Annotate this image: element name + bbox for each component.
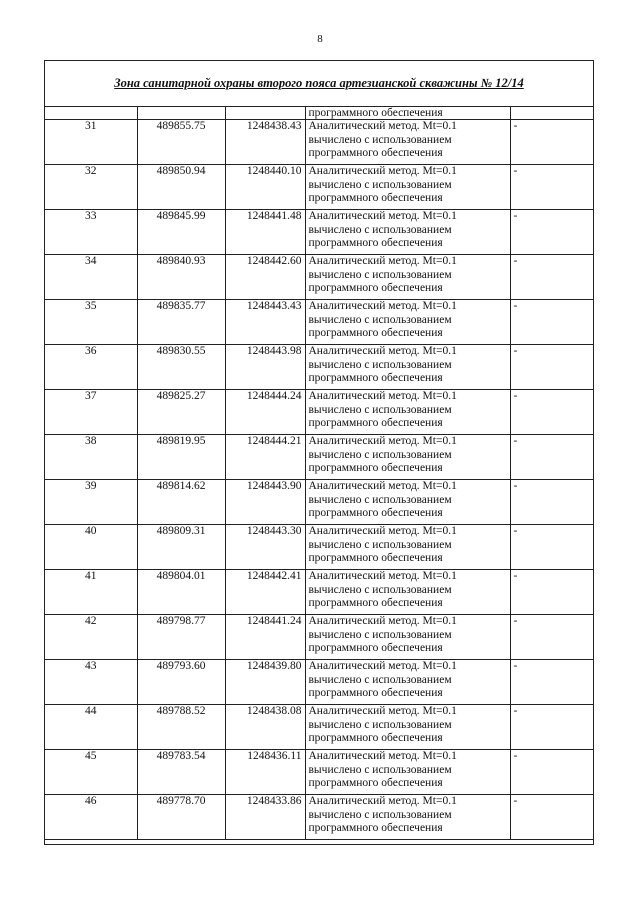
- table-row: [45, 345, 593, 390]
- method-line: программного обеспечения: [308, 597, 443, 609]
- method-line: программного обеспечения: [308, 822, 443, 834]
- method-line: программного обеспечения: [308, 147, 443, 159]
- method-line: программного обеспечения: [308, 372, 443, 384]
- method-line: программного обеспечения: [308, 687, 443, 699]
- error-cell: -: [510, 525, 593, 570]
- table-row: [45, 300, 593, 345]
- x-coordinate-cell: 489788.52: [137, 705, 225, 750]
- y-coordinate-cell: 1248440.10: [225, 165, 305, 210]
- method-line: Аналитический метод. Mt=0.1: [308, 570, 457, 582]
- method-line: Аналитический метод. Mt=0.1: [308, 210, 457, 222]
- error-cell: -: [510, 165, 593, 210]
- method-line: Аналитический метод. Mt=0.1: [308, 390, 457, 402]
- coordinates-table-body: [45, 107, 593, 840]
- y-coordinate-cell: 1248443.43: [225, 300, 305, 345]
- page-number: 8: [317, 33, 323, 45]
- continuation-cell-error: [510, 107, 593, 120]
- error-cell: -: [510, 480, 593, 525]
- point-number-cell: 45: [45, 750, 137, 795]
- method-line: Аналитический метод. Mt=0.1: [308, 480, 457, 492]
- method-line: вычислено с использованием: [308, 313, 452, 326]
- method-line: Аналитический метод. Mt=0.1: [308, 705, 457, 717]
- title-row: [45, 61, 593, 107]
- method-line: вычислено с использованием: [308, 223, 452, 236]
- method-line: программного обеспечения: [308, 327, 443, 339]
- point-number-cell: 46: [45, 795, 137, 840]
- method-line: Аналитический метод. Mt=0.1: [308, 435, 457, 447]
- method-line: программного обеспечения: [308, 777, 443, 789]
- point-number-cell: 41: [45, 570, 137, 615]
- method-cell: [305, 165, 510, 210]
- error-cell: -: [510, 660, 593, 705]
- method-cell: [305, 480, 510, 525]
- method-line: Аналитический метод. Mt=0.1: [308, 165, 457, 177]
- table-row: [45, 615, 593, 660]
- y-coordinate-cell: 1248444.21: [225, 435, 305, 480]
- table-row: [45, 570, 593, 615]
- method-line: Аналитический метод. Mt=0.1: [308, 525, 457, 537]
- continuation-cell-x: [137, 107, 225, 120]
- x-coordinate-cell: 489783.54: [137, 750, 225, 795]
- table-row: [45, 525, 593, 570]
- method-cell: [305, 435, 510, 480]
- method-cell: [305, 390, 510, 435]
- coordinates-table-frame: [44, 60, 594, 845]
- table-row: [45, 435, 593, 480]
- method-line: вычислено с использованием: [308, 538, 452, 551]
- method-line: вычислено с использованием: [308, 718, 452, 731]
- error-cell: -: [510, 750, 593, 795]
- continuation-row: [45, 107, 593, 120]
- point-number-cell: 40: [45, 525, 137, 570]
- method-cell: [305, 210, 510, 255]
- point-number-cell: 42: [45, 615, 137, 660]
- method-line: вычислено с использованием: [308, 133, 452, 146]
- y-coordinate-cell: 1248443.90: [225, 480, 305, 525]
- continuation-cell-number: [45, 107, 137, 120]
- method-line: Аналитический метод. Mt=0.1: [308, 615, 457, 627]
- method-line: вычислено с использованием: [308, 583, 452, 596]
- point-number-cell: 33: [45, 210, 137, 255]
- point-number-cell: 38: [45, 435, 137, 480]
- method-line: вычислено с использованием: [308, 403, 452, 416]
- method-line: программного обеспечения: [308, 462, 443, 474]
- method-cell: [305, 705, 510, 750]
- y-coordinate-cell: 1248439.80: [225, 660, 305, 705]
- error-cell: -: [510, 570, 593, 615]
- method-line: вычислено с использованием: [308, 358, 452, 371]
- point-number-cell: 39: [45, 480, 137, 525]
- method-line: Аналитический метод. Mt=0.1: [308, 660, 457, 672]
- y-coordinate-cell: 1248438.08: [225, 705, 305, 750]
- y-coordinate-cell: 1248442.60: [225, 255, 305, 300]
- error-cell: -: [510, 435, 593, 480]
- table-row: [45, 480, 593, 525]
- method-line: вычислено с использованием: [308, 673, 452, 686]
- x-coordinate-cell: 489819.95: [137, 435, 225, 480]
- x-coordinate-cell: 489825.27: [137, 390, 225, 435]
- point-number-cell: 37: [45, 390, 137, 435]
- y-coordinate-cell: 1248443.98: [225, 345, 305, 390]
- method-line: вычислено с использованием: [308, 493, 452, 506]
- method-cell: [305, 750, 510, 795]
- table-row: [45, 660, 593, 705]
- table-row: [45, 795, 593, 840]
- method-line: программного обеспечения: [308, 417, 443, 429]
- method-line: программного обеспечения: [308, 282, 443, 294]
- error-cell: -: [510, 705, 593, 750]
- method-cell: [305, 615, 510, 660]
- y-coordinate-cell: 1248441.24: [225, 615, 305, 660]
- x-coordinate-cell: 489778.70: [137, 795, 225, 840]
- y-coordinate-cell: 1248436.11: [225, 750, 305, 795]
- point-number-cell: 43: [45, 660, 137, 705]
- table-row: [45, 120, 593, 165]
- method-cell: [305, 255, 510, 300]
- point-number-cell: 32: [45, 165, 137, 210]
- method-line: Аналитический метод. Mt=0.1: [308, 345, 457, 357]
- x-coordinate-cell: 489840.93: [137, 255, 225, 300]
- y-coordinate-cell: 1248444.24: [225, 390, 305, 435]
- method-cell: [305, 300, 510, 345]
- error-cell: -: [510, 210, 593, 255]
- method-line: программного обеспечения: [308, 237, 443, 249]
- error-cell: -: [510, 300, 593, 345]
- method-line: вычислено с использованием: [308, 268, 452, 281]
- error-cell: -: [510, 615, 593, 660]
- error-cell: -: [510, 390, 593, 435]
- x-coordinate-cell: 489809.31: [137, 525, 225, 570]
- x-coordinate-cell: 489855.75: [137, 120, 225, 165]
- point-number-cell: 35: [45, 300, 137, 345]
- method-cell: [305, 525, 510, 570]
- table-row: [45, 210, 593, 255]
- error-cell: -: [510, 795, 593, 840]
- method-line: Аналитический метод. Mt=0.1: [308, 300, 457, 312]
- x-coordinate-cell: 489793.60: [137, 660, 225, 705]
- method-line: программного обеспечения: [308, 192, 443, 204]
- continuation-cell-method: программного обеспечения: [305, 107, 510, 120]
- method-cell: [305, 660, 510, 705]
- table-row: [45, 390, 593, 435]
- method-line: Аналитический метод. Mt=0.1: [308, 750, 457, 762]
- point-number-cell: 44: [45, 705, 137, 750]
- method-line: вычислено с использованием: [308, 178, 452, 191]
- x-coordinate-cell: 489804.01: [137, 570, 225, 615]
- y-coordinate-cell: 1248443.30: [225, 525, 305, 570]
- table-title: Зона санитарной охраны второго пояса артезианской скважины № 12/14: [114, 76, 524, 90]
- x-coordinate-cell: 489814.62: [137, 480, 225, 525]
- point-number-cell: 36: [45, 345, 137, 390]
- method-line: вычислено с использованием: [308, 448, 452, 461]
- table-row: [45, 750, 593, 795]
- x-coordinate-cell: 489850.94: [137, 165, 225, 210]
- error-cell: -: [510, 120, 593, 165]
- method-line: программного обеспечения: [308, 732, 443, 744]
- method-line: Аналитический метод. Mt=0.1: [308, 795, 457, 807]
- method-cell: [305, 795, 510, 840]
- error-cell: -: [510, 345, 593, 390]
- y-coordinate-cell: 1248441.48: [225, 210, 305, 255]
- point-number-cell: 31: [45, 120, 137, 165]
- method-line: программного обеспечения: [308, 552, 443, 564]
- method-line: Аналитический метод. Mt=0.1: [308, 120, 457, 132]
- x-coordinate-cell: 489845.99: [137, 210, 225, 255]
- y-coordinate-cell: 1248438.43: [225, 120, 305, 165]
- method-line: Аналитический метод. Mt=0.1: [308, 255, 457, 267]
- method-line: вычислено с использованием: [308, 628, 452, 641]
- method-line: программного обеспечения: [308, 642, 443, 654]
- method-line: программного обеспечения: [308, 507, 443, 519]
- method-cell: [305, 120, 510, 165]
- point-number-cell: 34: [45, 255, 137, 300]
- method-line: вычислено с использованием: [308, 808, 452, 821]
- table-row: [45, 255, 593, 300]
- y-coordinate-cell: 1248433.86: [225, 795, 305, 840]
- method-line: вычислено с использованием: [308, 763, 452, 776]
- error-cell: -: [510, 255, 593, 300]
- x-coordinate-cell: 489830.55: [137, 345, 225, 390]
- table-row: [45, 705, 593, 750]
- x-coordinate-cell: 489798.77: [137, 615, 225, 660]
- method-cell: [305, 345, 510, 390]
- continuation-cell-y: [225, 107, 305, 120]
- coordinates-table: [45, 107, 593, 840]
- x-coordinate-cell: 489835.77: [137, 300, 225, 345]
- y-coordinate-cell: 1248442.41: [225, 570, 305, 615]
- table-row: [45, 165, 593, 210]
- method-cell: [305, 570, 510, 615]
